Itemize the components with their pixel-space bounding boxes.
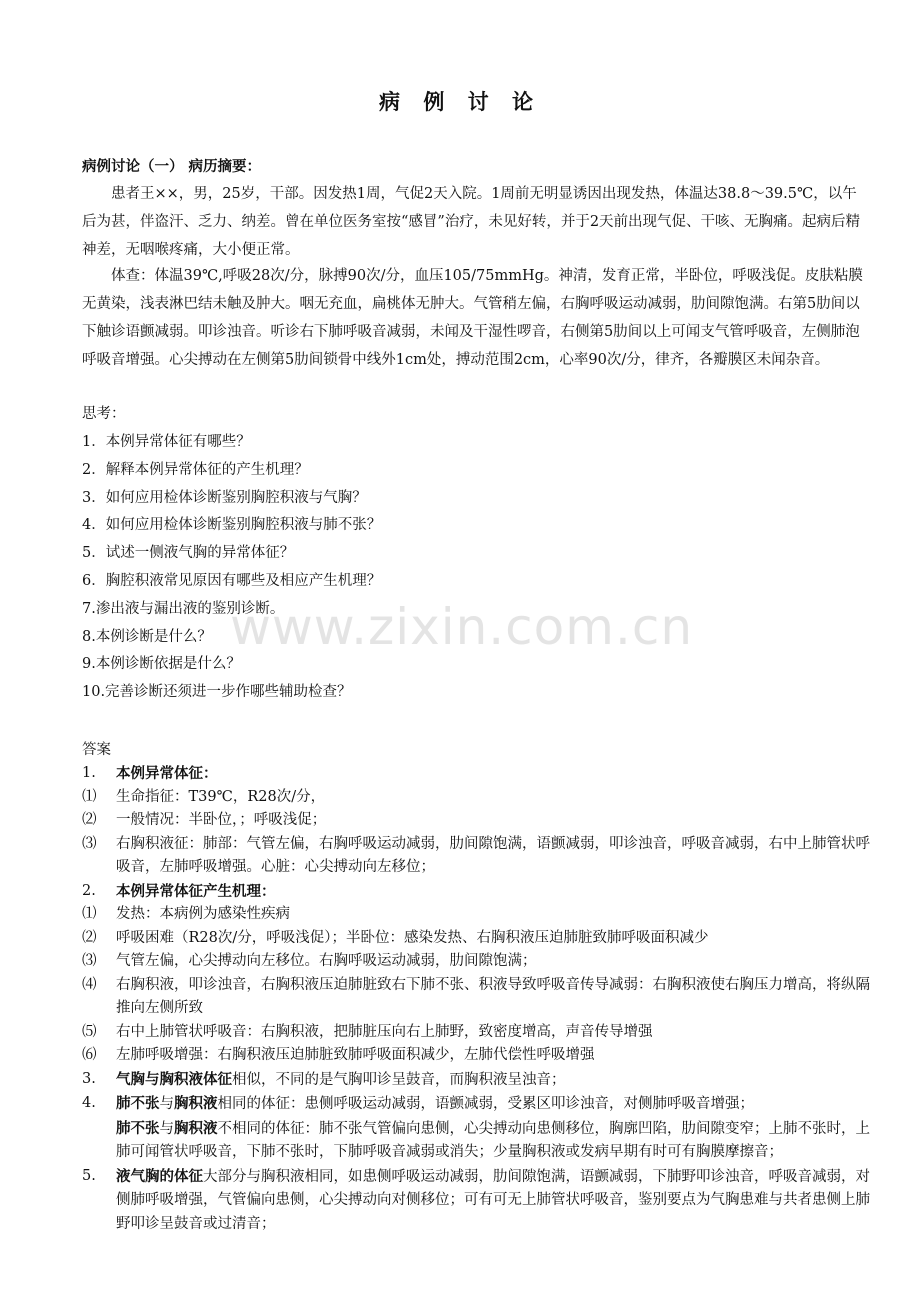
question-list [82, 429, 870, 707]
document-title: 病 例 讨 论 [379, 89, 541, 114]
subitem-text: 左肺呼吸增强：右胸积液压迫肺脏致肺呼吸面积减少，左肺代偿性呼吸增强 [116, 1047, 595, 1063]
answer-text [116, 1068, 872, 1093]
questions-label: 思考： [82, 406, 126, 422]
answer-subitem [82, 809, 872, 833]
physical-exam-paragraph: 体查：体温39℃,呼吸28次/分，脉搏90次/分，血压105/75mmHg。神清，发育正常，半卧位，呼吸浅促。皮肤粘膜无黄染，浅表淋巴结未触及肿大。咽无充血，扁桃体无肿大。气管稍左偏，右胸呼吸运动减弱，肋间隙饱满。右第5肋间以下触诊语颤减弱。叩诊浊音。听诊右下肺呼吸音减弱，未闻及干湿性啰音，右侧第5肋间以上可闻支气管呼吸音，左侧肺泡呼吸音增强。心尖搏动在左侧第5肋间锁骨中线外1cm处，搏动范围2cm，心率90次/分，律齐，各瓣膜区未闻杂音。 [82, 268, 863, 368]
answer-text-rest: 相似，不同的是气胸叩诊呈鼓音，而胸积液呈浊音； [232, 1071, 566, 1088]
subitem-text: 右中上肺管状呼吸音：右胸积液，把肺脏压向右上肺野，致密度增高，声音传导增强 [116, 1023, 653, 1040]
answer-subitem [82, 1044, 872, 1068]
question-item: 9.本例诊断依据是什么？ [82, 656, 241, 673]
question-item: 2．解释本例异常体征的产生机理？ [82, 461, 309, 478]
answer-item-5 [82, 1165, 872, 1237]
answers-label: 答案 [82, 742, 111, 758]
question-item: 3．如何应用检体诊断鉴别胸腔积液与气胸？ [82, 489, 367, 506]
case-heading: 病例讨论（一） 病历摘要： [82, 158, 262, 175]
answer-list [82, 762, 872, 1236]
subitem-number: ⑷ [82, 976, 97, 993]
subitem-text: 右胸积液征：肺部：气管左偏，右胸呼吸运动减弱，肋间隙饱满，语颤减弱，叩诊浊音，呼吸音减弱，右中上肺管状呼吸音，左肺呼吸增强。心脏：心尖搏动向左移位； [116, 835, 870, 875]
answer-text-rest: 不相同的体征：肺不张气管偏向患侧，心尖搏动向患侧移位，胸廓凹陷，肋间隙变窄；上肺不张时，上肺可闻管状呼吸音，下肺不张时，下肺呼吸音减弱或消失；少量胸积液或发病早期有时可有胸膜摩擦音； [116, 1120, 870, 1160]
answer-item-4 [82, 1092, 872, 1165]
question-item: 5．试述一侧液气胸的异常体征？ [82, 545, 295, 562]
subitem-text: 生命指征：T39℃，R28次/分， [116, 788, 326, 805]
subitem-number: ⑹ [82, 1047, 97, 1063]
question-item: 4．如何应用检体诊断鉴别胸腔积液与肺不张？ [82, 517, 382, 534]
bold-term: 胸积液 [174, 1119, 218, 1137]
answer-subitem [82, 903, 872, 927]
answer-subitem [82, 974, 872, 1021]
answer-number: 4. [82, 1095, 96, 1111]
question-item: 10.完善诊断还须进一步作哪些辅助检查？ [82, 684, 352, 701]
subitem-number: ⑶ [82, 835, 97, 852]
answer-text-rest: 相同的体征：患侧呼吸运动减弱，语颤减弱，受累区叩诊浊音，对侧肺呼吸音增强； [217, 1096, 754, 1112]
answer-subitem [82, 1021, 872, 1045]
answer-heading-text: 本例异常体征产生机理： [116, 882, 276, 900]
bold-term: 液气胸的体征 [116, 1167, 203, 1185]
connector-text: 与 [159, 1096, 174, 1112]
bold-term: 肺不张 [116, 1095, 160, 1112]
subitem-number: ⑵ [82, 929, 97, 946]
question-item: 6．胸腔积液常见原因有哪些及相应产生机理？ [82, 572, 382, 589]
watermark: www.zixin.com.cn [230, 598, 694, 656]
answer-number: 3. [82, 1070, 96, 1087]
answer-heading-2 [82, 880, 872, 904]
answer-text [116, 1092, 872, 1165]
answer-number: 2. [82, 882, 96, 899]
subitem-text: 右胸积液，叩诊浊音，右胸积液压迫肺脏致右下肺不张、积液导致呼吸音传导减弱：右胸积液使右胸压力增高，将纵隔推向左侧所致 [116, 976, 870, 1016]
question-item: 1．本例异常体征有哪些？ [82, 434, 251, 450]
bold-term: 气胸与胸积液体征 [116, 1070, 232, 1088]
answer-heading-text: 本例异常体征： [116, 765, 218, 782]
answer-text [116, 1165, 872, 1237]
bold-term: 胸积液 [174, 1095, 218, 1112]
subitem-text: 发热：本病例为感染性疾病 [116, 906, 290, 922]
subitem-text: 气管左偏，心尖搏动向左移位。右胸呼吸运动减弱，肋间隙饱满； [116, 953, 537, 969]
subitem-number: ⑵ [82, 812, 97, 828]
subitem-text: 呼吸困难（R28次/分，呼吸浅促）；半卧位：感染发热、右胸积液压迫肺脏致肺呼吸面积减少 [116, 929, 709, 946]
answer-heading-1 [82, 762, 872, 786]
subitem-number: ⑸ [82, 1023, 97, 1040]
answer-item-3 [82, 1068, 872, 1093]
question-item: 8.本例诊断是什么？ [82, 628, 212, 645]
subitem-text: 一般情况：半卧位，；呼吸浅促； [116, 812, 327, 828]
case-history-paragraph: 患者王××，男，25岁，干部。因发热1周，气促2天入院。1周前无明显诱因出现发热，体温达38.8～39.5℃，以午后为甚，伴盗汗、乏力、纳差。曾在单位医务室按“感冒”治疗，未见好转，并于2天前出现气促、干咳、无胸痛。起病后精神差，无咽喉疼痛，大小便正常。 [82, 186, 861, 258]
subitem-number: ⑴ [82, 906, 97, 922]
answer-subitem [82, 833, 872, 880]
connector-text: 与 [159, 1120, 174, 1137]
question-item: 7.渗出液与漏出液的鉴别诊断。 [82, 600, 285, 617]
answer-number: 1. [82, 765, 96, 781]
answer-text-rest: 大部分与胸积液相同，如患侧呼吸运动减弱，肋间隙饱满，语颤减弱，下肺野叩诊浊音，呼吸音减弱，对侧肺呼吸增强，气管偏向患侧，心尖搏动向对侧移位；可有可无上肺管状呼吸音，鉴别要点为气胸患难与共者患侧上肺野叩诊呈鼓音或过清音； [116, 1168, 870, 1232]
answer-number: 5. [82, 1167, 96, 1184]
subitem-number: ⑶ [82, 953, 97, 969]
subitem-number: ⑴ [82, 788, 97, 805]
bold-term: 肺不张 [116, 1119, 160, 1137]
answer-subitem [82, 786, 872, 810]
answer-subitem [82, 950, 872, 974]
answer-subitem [82, 927, 872, 951]
